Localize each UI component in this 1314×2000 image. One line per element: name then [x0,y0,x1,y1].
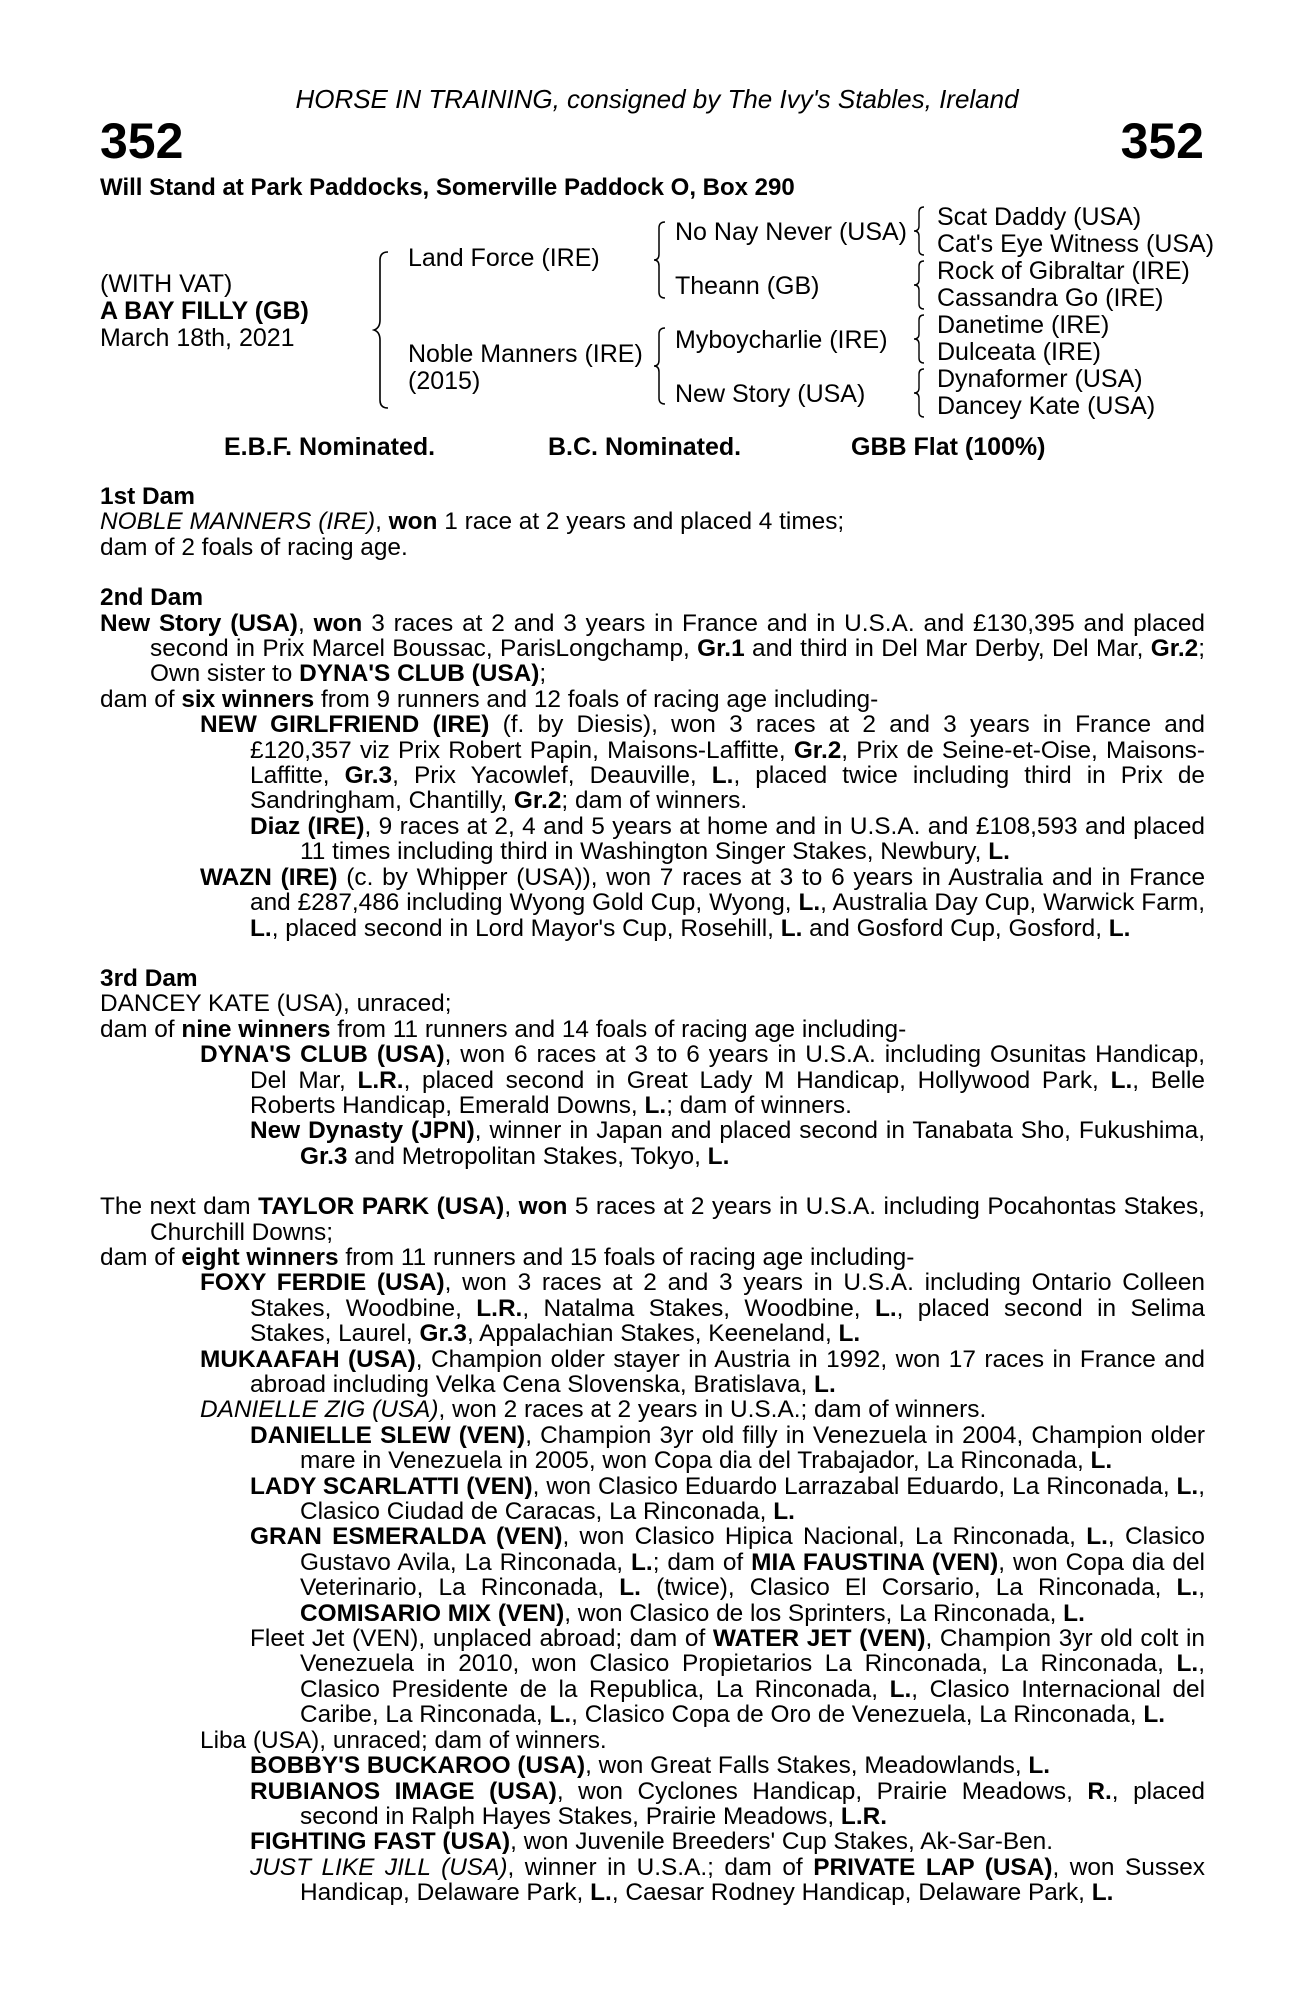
bc-nomination: B.C. Nominated. [548,433,742,461]
sire-sire-sire: Scat Daddy (USA) [937,203,1142,231]
produce-just-like-jill: JUST LIKE JILL (USA), winner in U.S.A.; dam of PRIVATE LAP (USA), won Sussex Handicap, Delaware Park, L., Caesar Rodney Handicap, Delaware Park, L. [250,1853,1205,1907]
produce-new-girlfriend: NEW GIRLFRIEND (IRE) (f. by Diesis), won 3 races at 2 and 3 years in France and £120,357 viz Prix Robert Papin, Maisons-Laffitte, Gr.2, Prix de Seine-et-Oise, Maisons-Laffitte, Gr.3, Prix Yacowlef, Deauville, L., placed twice including third in Prix de Sandringham, Chantilly, Gr.2; dam of winners. [200,711,1205,815]
produce-bobbys-buckaroo: BOBBY'S BUCKAROO (USA), won Great Falls Stakes, Meadowlands, L. [250,1752,1051,1780]
sd-bracket [912,259,926,311]
dam-sire-dam: Dulceata (IRE) [937,338,1101,366]
ds-bracket [912,313,926,365]
first-dam-heading: 1st Dam [100,483,195,510]
first-dam-foals: dam of 2 foals of racing age. [100,533,408,561]
foaling-date: March 18th, 2021 [100,324,295,352]
sire-sire-dam: Cat's Eye Witness (USA) [937,230,1215,258]
sire-dam-sire: Rock of Gibraltar (IRE) [937,257,1190,285]
dam-year: (2015) [408,367,481,395]
dd-bracket [912,367,926,419]
first-dam-record: NOBLE MANNERS (IRE), won 1 race at 2 years and placed 4 times; [100,508,845,536]
sire-dam: Theann (GB) [675,272,820,300]
ss-bracket [912,205,926,257]
produce-liba: Liba (USA), unraced; dam of winners. [200,1726,607,1754]
next-dam-record: The next dam TAYLOR PARK (USA), won 5 races at 2 years in U.S.A. including Pocahontas Stakes, Churchill Downs; [100,1193,1205,1246]
second-dam-record: New Story (USA), won 3 races at 2 and 3 years in France and in U.S.A. and £130,395 and placed second in Prix Marcel Boussac, ParisLongchamp, Gr.1 and third in Del Mar Derby, Del Mar, Gr.2; Own sister to DYNA'S CLUB (USA); [100,609,1205,688]
dam-sire-sire: Danetime (IRE) [937,311,1110,339]
dam-bracket [652,326,668,406]
horse-name: A BAY FILLY (GB) [100,297,309,325]
third-dam-winners: dam of nine winners from 11 runners and 14 foals of racing age including- [100,1015,907,1043]
produce-gran-esmeralda: GRAN ESMERALDA (VEN), won Clasico Hipica Nacional, La Rinconada, L., Clasico Gustavo Avila, La Rinconada, L.; dam of MIA FAUSTINA (VEN), won Copa dia del Veterinario, La Rinconada, L. (twice), Clasico El Corsario, La Rinconada, L., COMISARIO MIX (VEN), won Clasico de los Sprinters, La Rinconada, L. [250,1523,1205,1627]
sire: Land Force (IRE) [408,244,600,272]
sire-sire: No Nay Never (USA) [675,218,907,246]
produce-wazn: WAZN (IRE) (c. by Whipper (USA)), won 7 races at 3 to 6 years in Australia and in France and £287,486 including Wyong Gold Cup, Wyong, L., Australia Day Cup, Warwick Farm, L., placed second in Lord Mayor's Cup, Rosehill, L. and Gosford Cup, Gosford, L. [200,863,1206,942]
produce-rubianos-image: RUBIANOS IMAGE (USA), won Cyclones Handicap, Prairie Meadows, R., placed second in Ralph Hayes Stakes, Prairie Meadows, L.R. [250,1777,1205,1830]
pedigree-bracket [372,250,392,410]
produce-foxy-ferdie: FOXY FERDIE (USA), won 3 races at 2 and 3 years in U.S.A. including Ontario Colleen Stakes, Woodbine, L.R., Natalma Stakes, Woodbine, L., placed second in Selima Stakes, Laurel, Gr.3, Appalachian Stakes, Keeneland, L. [200,1269,1205,1348]
produce-new-dynasty: New Dynasty (JPN), winner in Japan and placed second in Tanabata Sho, Fukushima, Gr.3 and Metropolitan Stakes, Tokyo, L. [250,1117,1205,1170]
lot-number-right: 352 [1120,113,1204,169]
catalogue-header: HORSE IN TRAINING, consigned by The Ivy's Stables, Ireland [295,84,1019,114]
third-dam-record: DANCEY KATE (USA), unraced; [100,990,452,1018]
dam-dam: New Story (USA) [675,380,866,408]
stabling-location: Will Stand at Park Paddocks, Somerville Paddock O, Box 290 [100,174,795,201]
dam-sire: Myboycharlie (IRE) [675,326,888,354]
vat-note: (WITH VAT) [100,270,233,298]
ebf-nomination: E.B.F. Nominated. [224,433,436,461]
sire-bracket [652,220,668,300]
sire-dam-dam: Cassandra Go (IRE) [937,284,1164,312]
lot-number-left: 352 [100,113,184,169]
produce-dynas-club: DYNA'S CLUB (USA), won 6 races at 3 to 6 years in U.S.A. including Osunitas Handicap, Del Mar, L.R., placed second in Great Lady M Handicap, Hollywood Park, L., Belle Roberts Handicap, Emerald Downs, L.; dam of winners. [200,1041,1205,1119]
produce-mukaafah: MUKAAFAH (USA), Champion older stayer in Austria in 1992, won 17 races in France and abroad including Velka Cena Slovenska, Bratislava, L. [200,1345,1205,1398]
dam: Noble Manners (IRE) [408,340,643,368]
second-dam-heading: 2nd Dam [100,584,204,612]
produce-danielle-slew: DANIELLE SLEW (VEN), Champion 3yr old filly in Venezuela in 2004, Champion older mare in Venezuela in 2005, won Copa dia del Trabajador, La Rinconada, L. [250,1421,1206,1475]
produce-fleet-jet: Fleet Jet (VEN), unplaced abroad; dam of WATER JET (VEN), Champion 3yr old colt in Venezuela in 2010, won Clasico Propietarios La Rinconada, La Rinconada, L., Clasico Presidente de la Republica, La Rinconada, L., Clasico Internacional del Caribe, La Rinconada, L., Clasico Copa de Oro de Venezuela, La Rinconada, L. [250,1625,1205,1729]
dam-produce-record [100,484,1205,1906]
produce-danielle-zig: DANIELLE ZIG (USA), won 2 races at 2 years in U.S.A.; dam of winners. [200,1396,987,1424]
dam-dam-dam: Dancey Kate (USA) [937,392,1156,420]
third-dam-heading: 3rd Dam [100,964,198,992]
gbb-flat: GBB Flat (100%) [851,433,1046,461]
produce-lady-scarlatti: LADY SCARLATTI (VEN), won Clasico Eduardo Larrazabal Eduardo, La Rinconada, L., Clasico Ciudad de Caracas, La Rinconada, L. [250,1472,1205,1526]
next-dam-winners: dam of eight winners from 11 runners and 15 foals of racing age including- [100,1243,915,1271]
second-dam-winners: dam of six winners from 9 runners and 12 foals of racing age including- [100,685,879,713]
produce-diaz: Diaz (IRE), 9 races at 2, 4 and 5 years at home and in U.S.A. and £108,593 and placed 11 times including third in Washington Singer Stakes, Newbury, L. [250,812,1205,866]
dam-dam-sire: Dynaformer (USA) [937,365,1143,393]
produce-fighting-fast: FIGHTING FAST (USA), won Juvenile Breeders' Cup Stakes, Ak-Sar-Ben. [250,1828,1054,1856]
